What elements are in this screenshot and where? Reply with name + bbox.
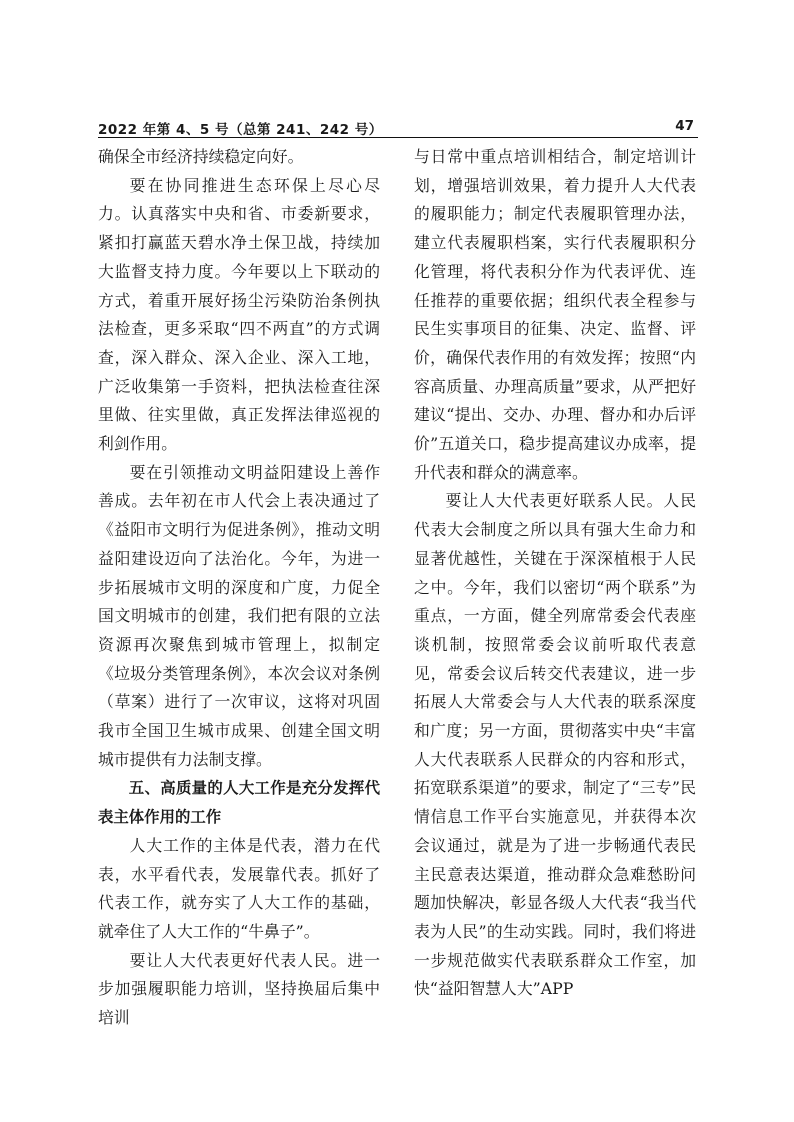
paragraph: 要在引领推动文明益阳建设上善作善成。去年初在市人代会上表决通过了《益阳市文明行为促进条例》，推动文明益阳建设迈向了法治化。今年，为进一步拓展城市文明的深度和广度，力促全国文明城市的创建，我们把有限的立法资源再次聚焦到城市管理上，拟制定《垃圾分类管理条例》，本次会议对条例（草案）进行了一次审议，这将对巩固我市全国卫生城市成果、创建全国文明城市提供有力法制支撑。 — [98, 462, 380, 769]
paragraph: 要让人大代表更好联系人民。人民代表大会制度之所以具有强大生命力和显著优越性，关键在于深深植根于人民之中。今年，我们以密切“两个联系”为重点，一方面，健全列席常委会代表座谈机制，按照常委会议前听取代表意见，常委会议后转交代表建议，进一步拓展人大常委会与人大代表的联系深度和广度；另一方面，贯彻落实中央“丰富人大代表联系人民群众的内容和形式，拓宽联系渠道”的要求，制定了“三专”民情信息工作平台实施意见，并获得本次会议通过，就是为了进一步畅通代表民主民意表达渠道，推动群众急难愁盼问题加快解决，彰显各级人大代表“我当代表为人民”的生动实践。同时，我们将进一步规范做实代表联系群众工作室，加快“益阳智慧人大”APP — [414, 491, 696, 999]
issue-label: 2022 年第 4、5 号（总第 241、242 号） — [98, 122, 383, 138]
section-heading: 五、高质量的人大工作是充分发挥代表主体作用的工作 — [98, 779, 380, 827]
page-number: 47 — [675, 118, 694, 134]
paragraph: 要让人大代表更好代表人民。进一步加强履职能力培训，坚持换届后集中培训 — [98, 950, 380, 1028]
left-column — [98, 143, 380, 1093]
paragraph: 要在协同推进生态环保上尽心尽力。认真落实中央和省、市委新要求，紧扣打赢蓝天碧水净土保卫战，持续加大监督支持力度。今年要以上下联动的方式，着重开展好扬尘污染防治条例执法检查，更多采取“四不两直”的方式调查，深入群众、深入企业、深入工地，广泛收集第一手资料，把执法检查往深里做、往实里做，真正发挥法律巡视的利剑作用。 — [98, 175, 380, 454]
running-header — [98, 116, 698, 138]
header-rule — [98, 137, 698, 138]
paragraph: 与日常中重点培训相结合，制定培训计划，增强培训效果，着力提升人大代表的履职能力；制定代表履职管理办法，建立代表履职档案，实行代表履职积分化管理，将代表积分作为代表评优、连任推荐的重要依据；组织代表全程参与民生实事项目的征集、决定、监督、评价，确保代表作用的有效发挥；按照“内容高质量、办理高质量”要求，从严把好建议“提出、交办、办理、督办和办后评价”五道关口，稳步提高建议办成率，提升代表和群众的满意率。 — [414, 147, 696, 482]
paragraph: 人大工作的主体是代表，潜力在代表，水平看代表，发展靠代表。抓好了代表工作，就夯实了人大工作的基础，就牵住了人大工作的“牛鼻子”。 — [98, 835, 380, 941]
paragraph: 确保全市经济持续稳定向好。 — [98, 147, 304, 166]
right-column — [414, 143, 696, 1093]
